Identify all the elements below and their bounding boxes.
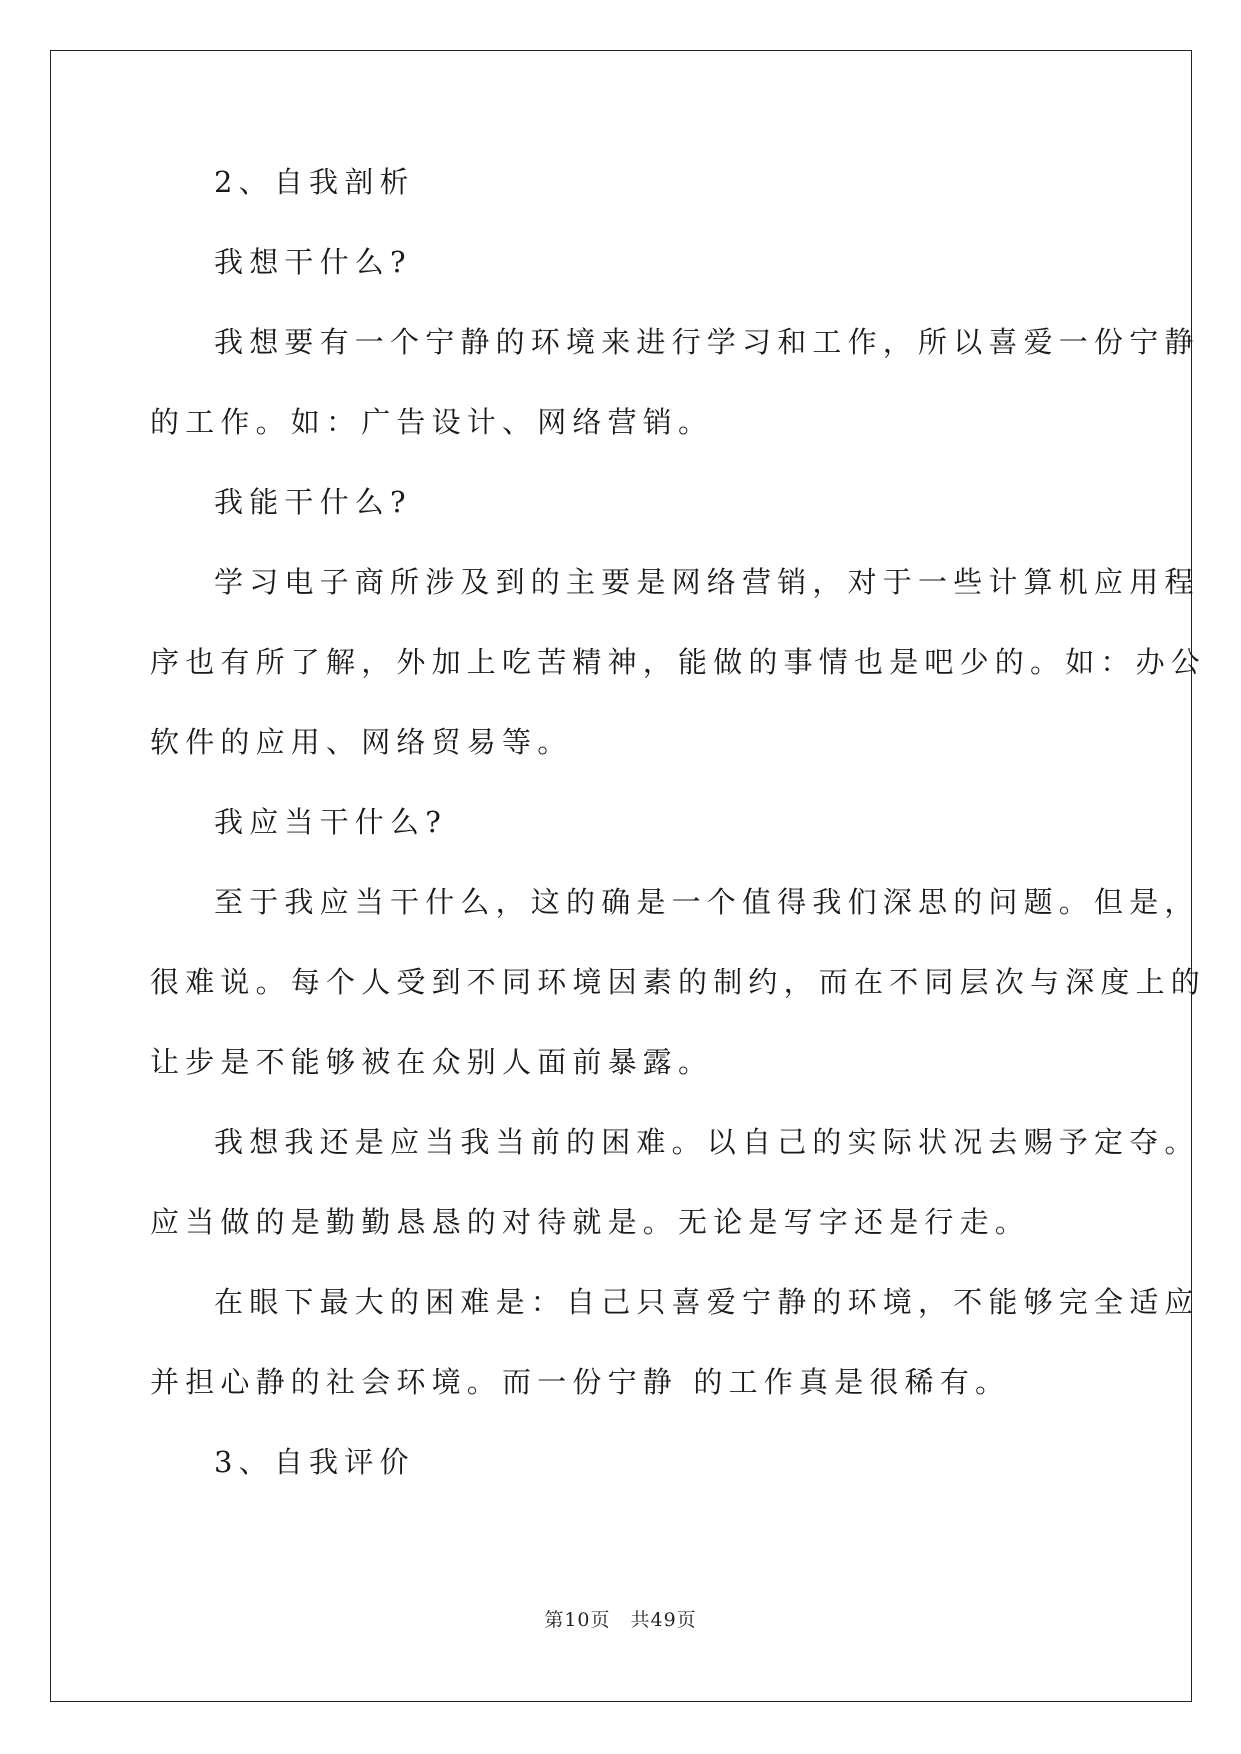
- question-heading: 我应当干什么?: [214, 805, 447, 839]
- paragraph-line: 我想我还是应当我当前的困难。以自己的实际状况去赐予定夺。: [214, 1125, 1200, 1159]
- document-body: [150, 162, 1207, 1522]
- paragraph-line: 在眼下最大的困难是：自己只喜爱宁静的环境，不能够完全适应: [214, 1285, 1200, 1319]
- paragraph-line: 学习电子商所涉及到的主要是网络营销，对于一些计算机应用程: [214, 565, 1200, 599]
- page-total: 共49页: [630, 1609, 697, 1631]
- page-number: 第10页: [544, 1609, 611, 1631]
- paragraph-line: 并担心静的社会环境。而一份宁静 的工作真是很稀有。: [150, 1365, 1011, 1399]
- paragraph-line: 软件的应用、网络贸易等。: [150, 725, 573, 759]
- page-footer: [0, 1605, 1241, 1632]
- paragraph-line: 序也有所了解，外加上吃苦精神，能做的事情也是吧少的。如：办公: [150, 645, 1207, 679]
- paragraph-line: 的工作。如：广告设计、网络营销。: [150, 405, 714, 439]
- paragraph-line: 应当做的是勤勤恳恳的对待就是。无论是写字还是行走。: [150, 1205, 1031, 1239]
- section-heading: 2、自我剖析: [214, 165, 415, 199]
- paragraph-line: 至于我应当干什么，这的确是一个值得我们深思的问题。但是，: [214, 885, 1200, 919]
- question-heading: 我想干什么?: [214, 245, 412, 279]
- paragraph-line: 让步是不能够被在众别人面前暴露。: [150, 1045, 714, 1079]
- question-heading: 我能干什么?: [214, 485, 412, 519]
- section-heading: 3、自我评价: [214, 1445, 415, 1479]
- paragraph-line: 我想要有一个宁静的环境来进行学习和工作，所以喜爱一份宁静: [214, 325, 1200, 359]
- paragraph-line: 很难说。每个人受到不同环境因素的制约，而在不同层次与深度上的: [150, 965, 1207, 999]
